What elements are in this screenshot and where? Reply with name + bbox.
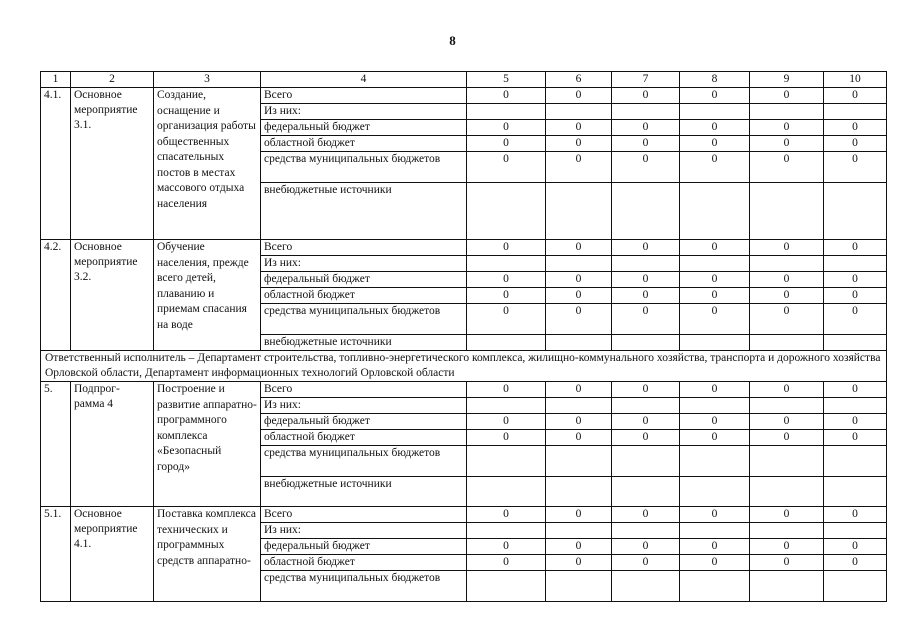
value-cell: 0: [680, 430, 750, 446]
value-cell: 0: [612, 430, 680, 446]
value-cell: 0: [824, 88, 887, 104]
value-cell: 0: [467, 414, 546, 430]
value-cell: 0: [467, 539, 546, 555]
row-label-total: Всего: [261, 88, 467, 104]
row-label-municipal: средства муниципальных бюджетов: [261, 446, 467, 477]
column-header: 6: [546, 72, 612, 88]
item-name: Основное мероприятие 4.1.: [71, 507, 154, 602]
value-cell: 0: [612, 507, 680, 523]
value-cell: 0: [750, 382, 824, 398]
value-cell: 0: [546, 240, 612, 256]
value-cell: 0: [750, 272, 824, 288]
column-header: 2: [71, 72, 154, 88]
value-cell: 0: [467, 152, 546, 183]
value-cell: 0: [546, 539, 612, 555]
item-name: Подпрог-рамма 4: [71, 382, 154, 507]
column-header: 1: [41, 72, 71, 88]
value-cell: 0: [750, 288, 824, 304]
value-cell: 0: [680, 539, 750, 555]
value-cell: 0: [824, 240, 887, 256]
item-number: 4.2.: [41, 240, 71, 351]
value-cell: 0: [467, 272, 546, 288]
value-cell: 0: [467, 430, 546, 446]
value-cell: 0: [612, 272, 680, 288]
page-number: 8: [449, 33, 456, 48]
value-cell: 0: [546, 152, 612, 183]
column-header: 5: [467, 72, 546, 88]
table-row: [41, 88, 887, 104]
responsible-executor: Ответственный исполнитель – Департамент строительства, топливно-энергетического комплекса, жилищно-коммунального хозяйства, транспорта и дорожного хозяйства Орловской области, Департамент информационных технологий Орловской области: [41, 351, 887, 382]
value-cell: 0: [546, 414, 612, 430]
value-cell: 0: [612, 152, 680, 183]
row-label-regional: областной бюджет: [261, 555, 467, 571]
value-cell: 0: [467, 120, 546, 136]
value-cell: 0: [824, 382, 887, 398]
row-label-federal: федеральный бюджет: [261, 539, 467, 555]
row-label-municipal: средства муниципальных бюджетов: [261, 571, 467, 602]
column-header: 8: [680, 72, 750, 88]
value-cell: 0: [467, 136, 546, 152]
value-cell: 0: [680, 88, 750, 104]
row-label-extrabudgetary: внебюджетные источники: [261, 183, 467, 240]
column-header: 9: [750, 72, 824, 88]
row-label-of-which: Из них:: [261, 523, 467, 539]
value-cell: 0: [680, 507, 750, 523]
row-label-of-which: Из них:: [261, 104, 467, 120]
value-cell: 0: [546, 382, 612, 398]
table-row: [41, 351, 887, 382]
table-row: [41, 507, 887, 523]
row-label-of-which: Из них:: [261, 256, 467, 272]
value-cell: 0: [680, 414, 750, 430]
value-cell: 0: [750, 414, 824, 430]
value-cell: 0: [824, 152, 887, 183]
value-cell: 0: [680, 555, 750, 571]
value-cell: 0: [750, 539, 824, 555]
value-cell: 0: [467, 555, 546, 571]
item-number: 5.1.: [41, 507, 71, 602]
value-cell: 0: [824, 272, 887, 288]
item-description: Построение и развитие аппаратно-программного комплекса «Безопасный город»: [154, 382, 261, 507]
value-cell: 0: [824, 539, 887, 555]
value-cell: 0: [546, 304, 612, 335]
item-number: 5.: [41, 382, 71, 507]
row-label-regional: областной бюджет: [261, 136, 467, 152]
value-cell: 0: [750, 136, 824, 152]
value-cell: 0: [680, 120, 750, 136]
value-cell: 0: [467, 88, 546, 104]
row-label-municipal: средства муниципальных бюджетов: [261, 152, 467, 183]
item-description: Создание, оснащение и организация работы общественных спасательных постов в местах массового отдыха населения: [154, 88, 261, 240]
value-cell: 0: [612, 304, 680, 335]
value-cell: 0: [824, 555, 887, 571]
column-header: 7: [612, 72, 680, 88]
value-cell: 0: [824, 507, 887, 523]
value-cell: 0: [546, 430, 612, 446]
row-label-total: Всего: [261, 507, 467, 523]
value-cell: 0: [750, 120, 824, 136]
value-cell: 0: [612, 288, 680, 304]
value-cell: 0: [612, 414, 680, 430]
value-cell: 0: [750, 430, 824, 446]
table-row: [41, 240, 887, 256]
value-cell: 0: [612, 120, 680, 136]
value-cell: 0: [612, 539, 680, 555]
column-header: 10: [824, 72, 887, 88]
row-label-total: Всего: [261, 382, 467, 398]
value-cell: 0: [546, 136, 612, 152]
row-label-of-which: Из них:: [261, 398, 467, 414]
value-cell: 0: [750, 240, 824, 256]
value-cell: 0: [612, 88, 680, 104]
value-cell: 0: [680, 288, 750, 304]
value-cell: 0: [546, 507, 612, 523]
value-cell: 0: [680, 136, 750, 152]
row-label-extrabudgetary: внебюджетные источники: [261, 477, 467, 507]
value-cell: 0: [612, 240, 680, 256]
column-header: 4: [261, 72, 467, 88]
row-label-federal: федеральный бюджет: [261, 272, 467, 288]
value-cell: 0: [680, 240, 750, 256]
row-label-regional: областной бюджет: [261, 430, 467, 446]
value-cell: 0: [467, 304, 546, 335]
value-cell: 0: [680, 382, 750, 398]
value-cell: 0: [824, 136, 887, 152]
column-header-row: [41, 72, 887, 88]
value-cell: 0: [546, 288, 612, 304]
column-header: 3: [154, 72, 261, 88]
value-cell: 0: [467, 240, 546, 256]
item-description: Обучение населения, прежде всего детей, плаванию и приемам спасания на воде: [154, 240, 261, 351]
value-cell: 0: [750, 555, 824, 571]
value-cell: 0: [680, 272, 750, 288]
value-cell: 0: [680, 152, 750, 183]
value-cell: 0: [467, 382, 546, 398]
value-cell: 0: [612, 136, 680, 152]
row-label-regional: областной бюджет: [261, 288, 467, 304]
item-number: 4.1.: [41, 88, 71, 240]
row-label-total: Всего: [261, 240, 467, 256]
row-label-federal: федеральный бюджет: [261, 414, 467, 430]
value-cell: 0: [750, 507, 824, 523]
value-cell: 0: [824, 288, 887, 304]
value-cell: 0: [824, 304, 887, 335]
row-label-federal: федеральный бюджет: [261, 120, 467, 136]
value-cell: 0: [824, 414, 887, 430]
value-cell: 0: [680, 304, 750, 335]
value-cell: 0: [546, 555, 612, 571]
value-cell: 0: [824, 430, 887, 446]
item-name: Основное мероприятие 3.2.: [71, 240, 154, 351]
value-cell: 0: [546, 272, 612, 288]
value-cell: 0: [750, 88, 824, 104]
table-row: [41, 382, 887, 398]
value-cell: 0: [824, 120, 887, 136]
value-cell: 0: [467, 288, 546, 304]
value-cell: 0: [750, 304, 824, 335]
item-description: Поставка комплекса технических и программных средств аппаратно-: [154, 507, 261, 602]
value-cell: 0: [546, 120, 612, 136]
budget-table: [40, 71, 887, 602]
value-cell: 0: [467, 507, 546, 523]
row-label-municipal: средства муниципальных бюджетов: [261, 304, 467, 335]
value-cell: 0: [546, 88, 612, 104]
value-cell: 0: [612, 382, 680, 398]
value-cell: 0: [750, 152, 824, 183]
row-label-extrabudgetary: внебюджетные источники: [261, 335, 467, 351]
item-name: Основное мероприятие 3.1.: [71, 88, 154, 240]
value-cell: 0: [612, 555, 680, 571]
